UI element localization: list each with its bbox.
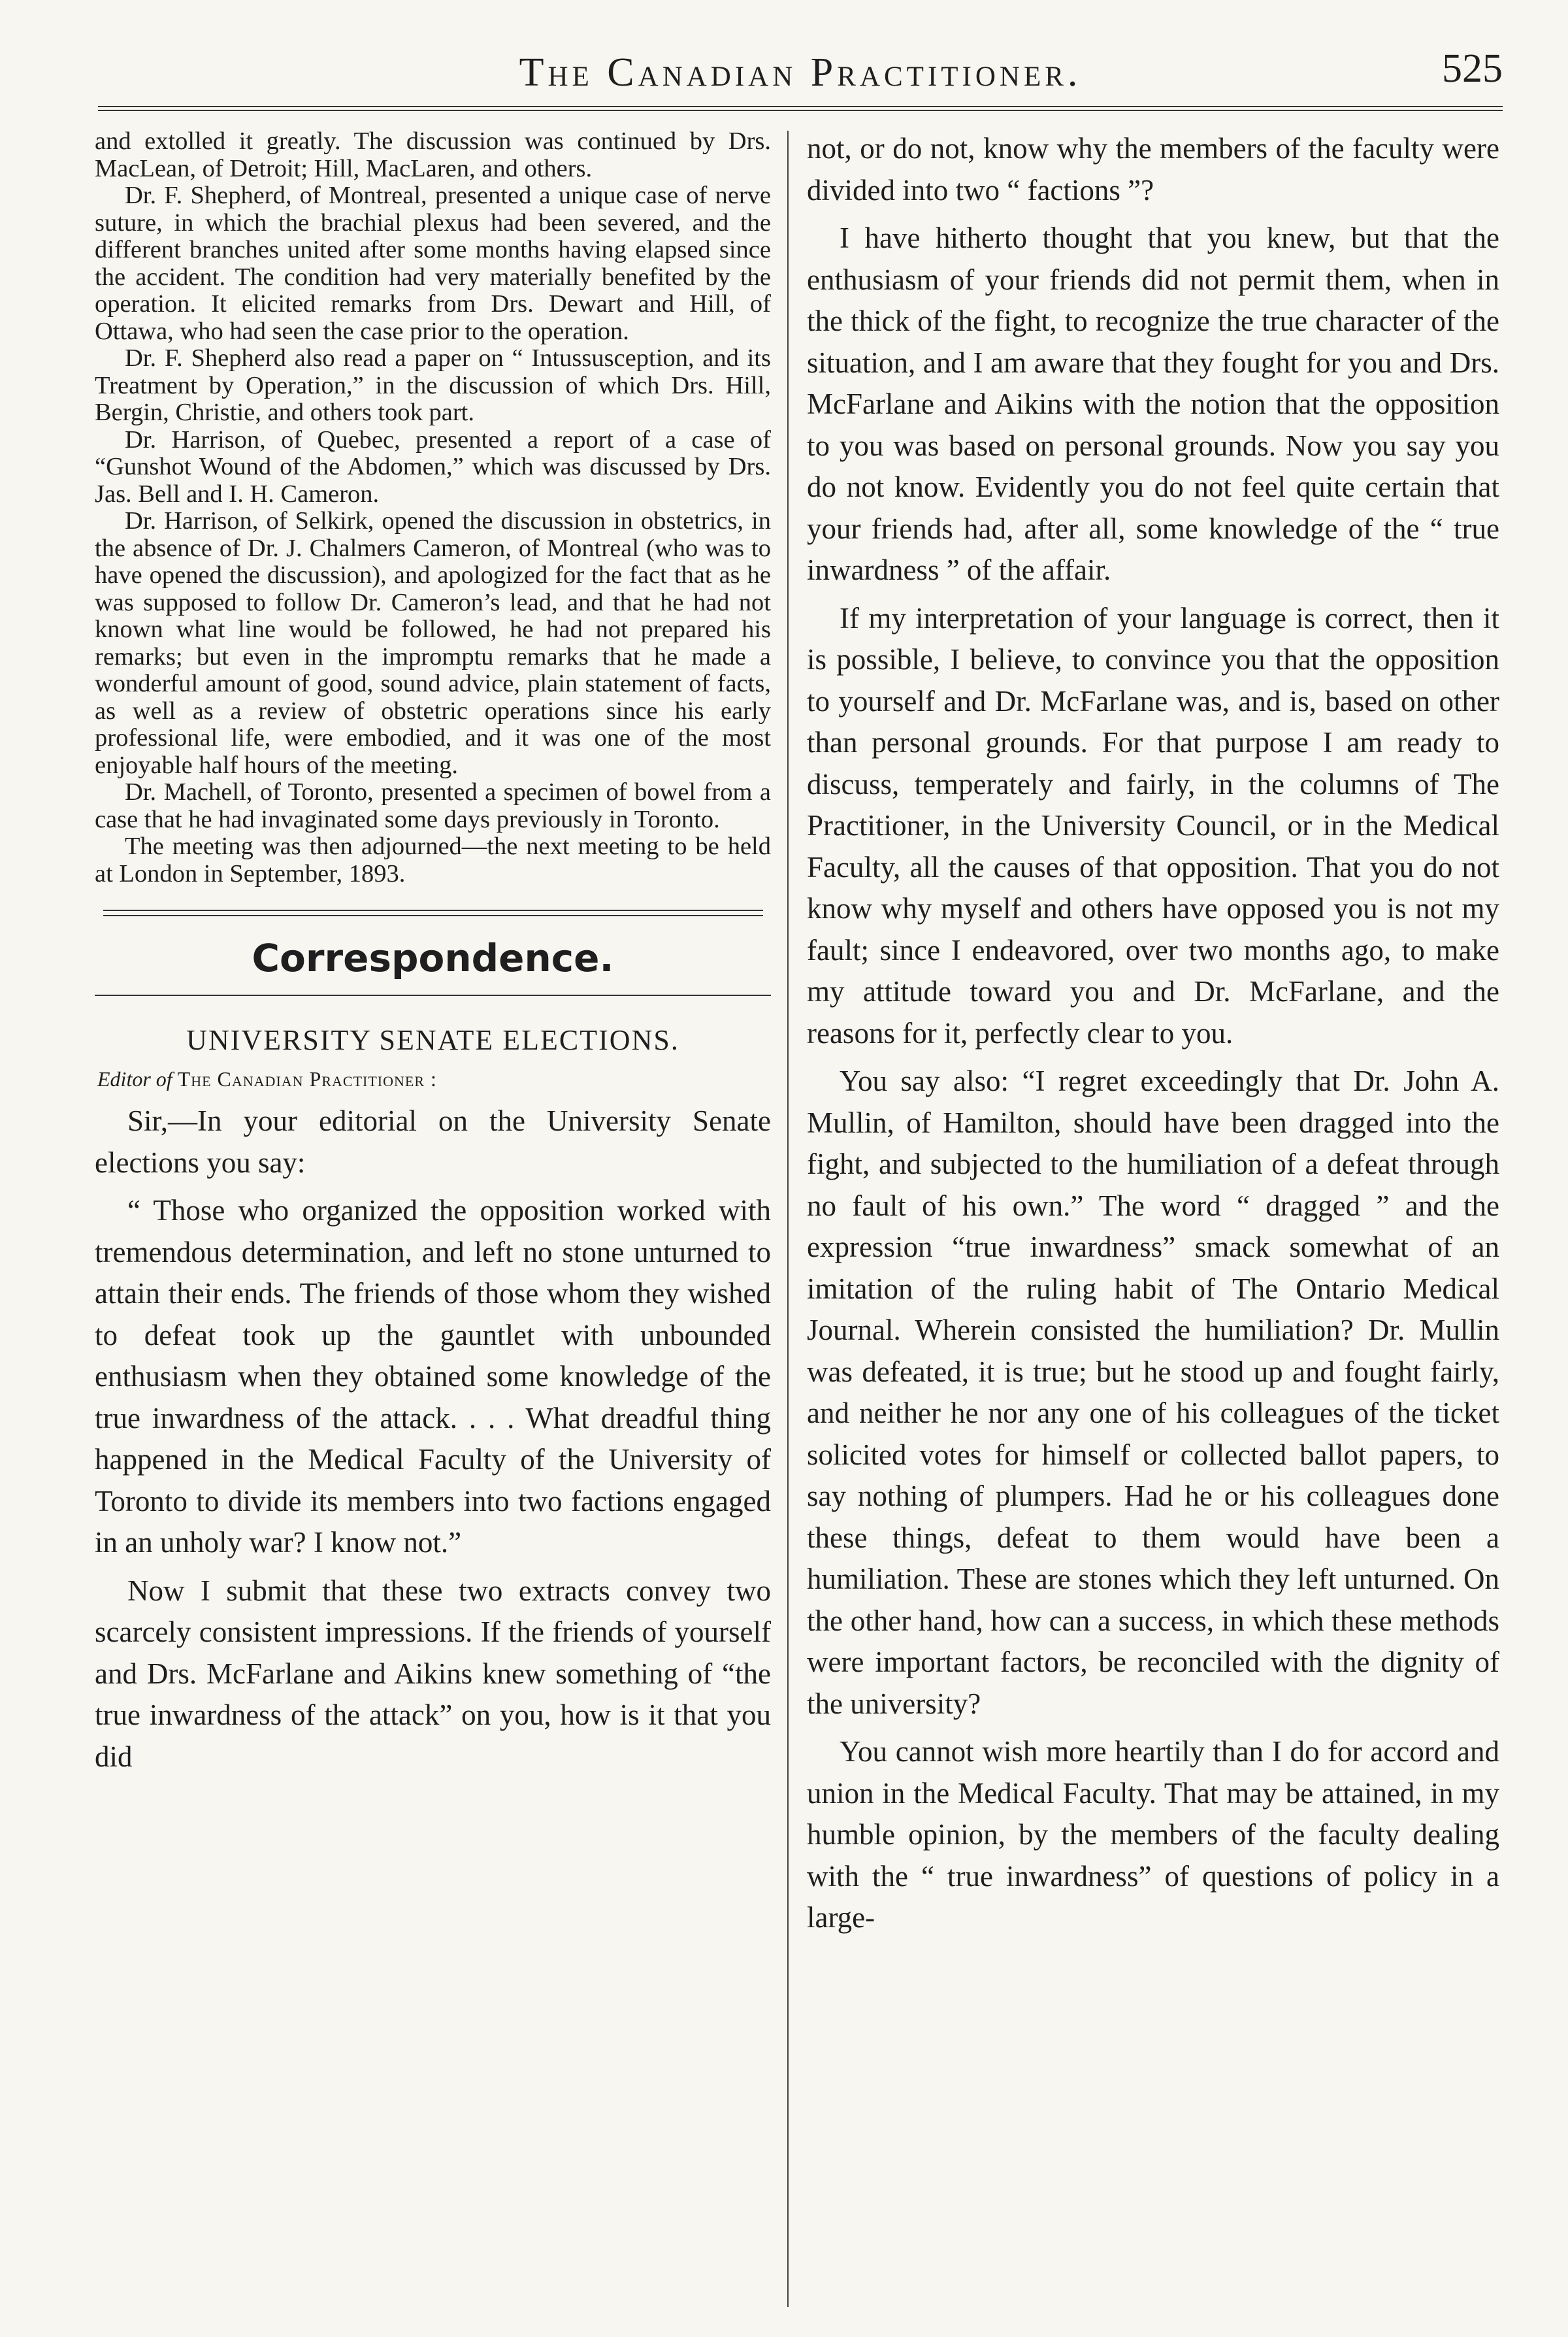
report-paragraph: Dr. Harrison, of Selkirk, opened the discussion in obstetrics, in the absence of Dr. J. Chalmers Cameron, of Montreal (who was to have opened the discussion), and apologized for the fact that as he was supposed to follow Dr. Cameron’s lead, and that he had not known what line would be followed, he had not prepared his remarks; but even in the impromptu remarks that he made a wonderful amount of good, sound advice, plain statement of facts, as well as a review of obstetric operations since his early professional life, were embodied, and it was one of the most enjoyable half hours of the meeting.: [95, 507, 771, 779]
letter-paragraph: I have hitherto thought that you knew, but that the enthusiasm of your friends did not permit them, when in the thick of the fight, to recognize the true character of the situation, and I am aware that they fought for you and Drs. McFarlane and Aikins with the notion that the opposition to you was based on personal grounds. Now you say you do not know. Evidently you do not feel quite certain that your friends had, after all, some knowledge of the “ true inwardness ” of the affair.: [807, 222, 1499, 586]
letter-paragraph: You cannot wish more heartily than I do for accord and union in the Medical Faculty. That may be attained, in my humble opinion, by the members of the faculty dealing with the “ true inwardness” of questions of policy in a large-: [807, 1735, 1499, 1934]
letter-paragraph: Sir,—In your editorial on the University Senate elections you say:: [95, 1104, 771, 1179]
letter-body-left: [95, 1101, 771, 1778]
editor-label: Editor of: [97, 1067, 172, 1091]
running-title: The Canadian Practitioner.: [519, 50, 1082, 95]
salutation-line: [97, 1067, 771, 1091]
page-number: 525: [1442, 46, 1503, 91]
column-divider: [787, 131, 789, 2307]
section-title: Correspondence.: [252, 936, 614, 980]
editor-journal: The Canadian Practitioner :: [177, 1067, 437, 1091]
report-paragraph: and extolled it greatly. The discussion was continued by Drs. MacLean, of Detroit; Hill, MacLaren, and others.: [95, 127, 771, 182]
report-paragraph: Dr. F. Shepherd, of Montreal, presented a unique case of nerve suture, in which the brachial plexus had been severed, and the different branches united after some months having elapsed since the accident. The condition had very materially benefited by the operation. It elicited remarks from Drs. Dewart and Hill, of Ottawa, who had seen the case prior to the operation.: [95, 182, 771, 345]
header-rule: [98, 106, 1503, 111]
right-column: [807, 128, 1499, 1939]
left-column: [95, 128, 771, 1778]
report-paragraph: Dr. Harrison, of Quebec, presented a report of a case of “Gunshot Wound of the Abdomen,” which was discussed by Drs. Jas. Bell and I. H. Cameron.: [95, 425, 771, 508]
letter-paragraph: “ Those who organized the opposition worked with tremendous determination, and left no stone unturned to attain their ends. The friends of those whom they wished to defeat took up the gauntlet with unbounded enthusiasm when they obtained some knowledge of the true inwardness of the attack. . . . What dreadful thing happened in the Medical Faculty of the University of Toronto to divide its members into two factions engaged in an unholy war? I know not.”: [95, 1194, 771, 1559]
letter-paragraph: not, or do not, know why the members of the faculty were divided into two “ factions ”?: [807, 132, 1499, 207]
report-paragraph: The meeting was then adjourned—the next meeting to be held at London in September, 1893.: [95, 833, 771, 887]
letter-paragraph: Now I submit that these two extracts convey two scarcely consistent impressions. If the friends of yourself and Drs. McFarlane and Aikins knew something of “the true inwardness of the attack” on you, how is it that you did: [95, 1574, 771, 1773]
meeting-report: [95, 128, 771, 887]
running-header: [91, 26, 1509, 105]
report-paragraph: Dr. F. Shepherd also read a paper on “ Intussusception, and its Treatment by Operation,” in the discussion of which Drs. Hill, Bergin, Christie, and others took part.: [95, 344, 771, 426]
letter-paragraph: If my interpretation of your language is correct, then it is possible, I believe, to convince you that the opposition to yourself and Dr. McFarlane was, and is, based on other than personal grounds. For that purpose I am ready to discuss, temperately and fairly, in the columns of The Practitioner, in the University Council, or in the Medical Faculty, all the causes of that opposition. That you do not know why myself and others have opposed you is not my fault; since I endeavored, over two months ago, to make my attitude toward you and Dr. McFarlane, and the reasons for it, perfectly clear to you.: [807, 601, 1499, 1050]
section-rule: [95, 995, 771, 996]
report-paragraph: Dr. Machell, of Toronto, presented a specimen of bowel from a case that he had invaginated some days previously in Toronto.: [95, 778, 771, 833]
section-divider: [103, 910, 763, 916]
article-title: UNIVERSITY SENATE ELECTIONS.: [186, 1024, 679, 1056]
letter-paragraph: You say also: “I regret exceedingly that Dr. John A. Mullin, of Hamilton, should have been dragged into the fight, and subjected to the humiliation of a defeat through no fault of his own.” The word “ dragged ” and the expression “true inwardness” smack somewhat of an imitation of the ruling habit of The Ontario Medical Journal. Wherein consisted the humiliation? Dr. Mullin was defeated, it is true; but he stood up and fought fairly, and neither he nor any one of his colleagues of the ticket solicited votes for himself or collected ballot papers, to say nothing of plumpers. Had he or his colleagues done these things, defeat to them would have been a humiliation. These are stones which they left unturned. On the other hand, how can a success, in which these methods were important factors, be reconciled with the dignity of the university?: [807, 1065, 1499, 1720]
